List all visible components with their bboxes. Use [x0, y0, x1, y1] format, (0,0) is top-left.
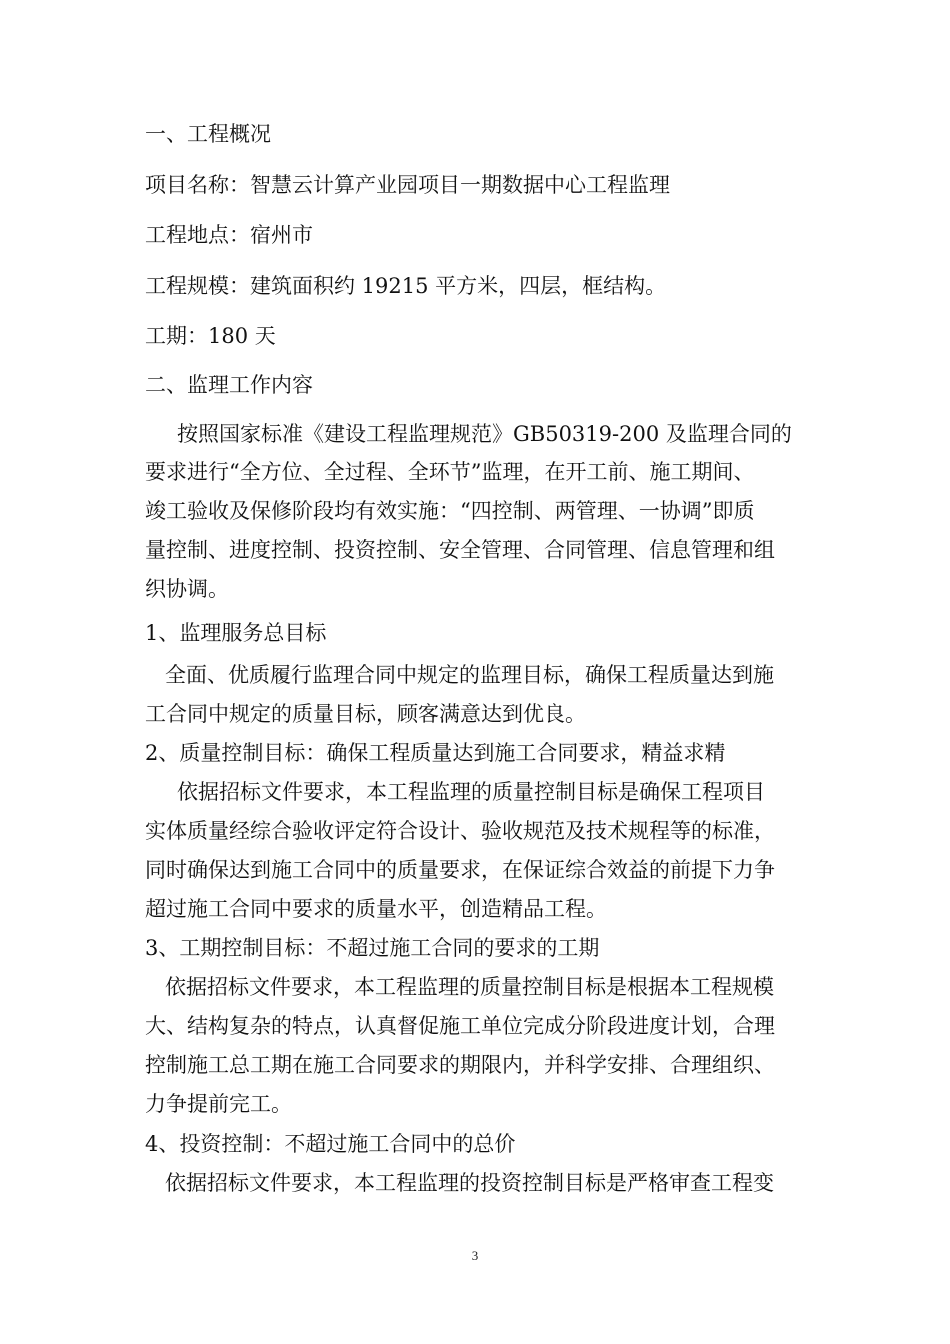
- heading-schedule-goal: 3、工期控制目标：不超过施工合同的要求的工期: [145, 936, 600, 960]
- paragraph-line: 控制施工总工期在施工合同要求的期限内，并科学安排、合理组织、: [145, 1053, 775, 1077]
- heading-quality-goal: 2、质量控制目标：确保工程质量达到施工合同要求，精益求精: [145, 741, 726, 765]
- paragraph-line: 按照国家标准《建设工程监理规范》GB50319-200 及监理合同的: [177, 422, 792, 446]
- project-duration-line: 工期：180 天: [145, 324, 276, 348]
- paragraph-line: 依据招标文件要求，本工程监理的质量控制目标是根据本工程规模: [165, 975, 774, 999]
- paragraph-line: 大、结构复杂的特点，认真督促施工单位完成分阶段进度计划，合理: [145, 1014, 775, 1038]
- paragraph-line: 依据招标文件要求，本工程监理的质量控制目标是确保工程项目: [177, 780, 765, 804]
- heading-overall-goal: 1、监理服务总目标: [145, 621, 327, 645]
- page-number: 3: [471, 1248, 479, 1263]
- paragraph-line: 力争提前完工。: [145, 1092, 292, 1116]
- heading-supervision-content: 二、监理工作内容: [145, 373, 313, 397]
- heading-project-overview: 一、工程概况: [145, 122, 271, 146]
- project-location-line: 工程地点：宿州市: [145, 223, 313, 247]
- paragraph-line: 同时确保达到施工合同中的质量要求，在保证综合效益的前提下力争: [145, 858, 775, 882]
- paragraph-line: 织协调。: [145, 577, 229, 601]
- heading-investment-goal: 4、投资控制：不超过施工合同中的总价: [145, 1132, 516, 1156]
- paragraph-line: 竣工验收及保修阶段均有效实施：“四控制、两管理、一协调”即质: [145, 499, 755, 523]
- paragraph-line: 超过施工合同中要求的质量水平，创造精品工程。: [145, 897, 607, 921]
- paragraph-line: 量控制、进度控制、投资控制、安全管理、合同管理、信息管理和组: [145, 538, 775, 562]
- paragraph-line: 要求进行“全方位、全过程、全环节”监理，在开工前、施工期间、: [145, 460, 755, 484]
- paragraph-line: 工合同中规定的质量目标，顾客满意达到优良。: [145, 702, 586, 726]
- project-scale-line: 工程规模：建筑面积约 19215 平方米，四层，框结构。: [145, 274, 667, 298]
- paragraph-line: 依据招标文件要求，本工程监理的投资控制目标是严格审查工程变: [165, 1171, 774, 1195]
- paragraph-line: 实体质量经综合验收评定符合设计、验收规范及技术规程等的标准，: [145, 819, 775, 843]
- project-name-line: 项目名称：智慧云计算产业园项目一期数据中心工程监理: [145, 173, 670, 197]
- paragraph-line: 全面、优质履行监理合同中规定的监理目标，确保工程质量达到施: [165, 663, 774, 687]
